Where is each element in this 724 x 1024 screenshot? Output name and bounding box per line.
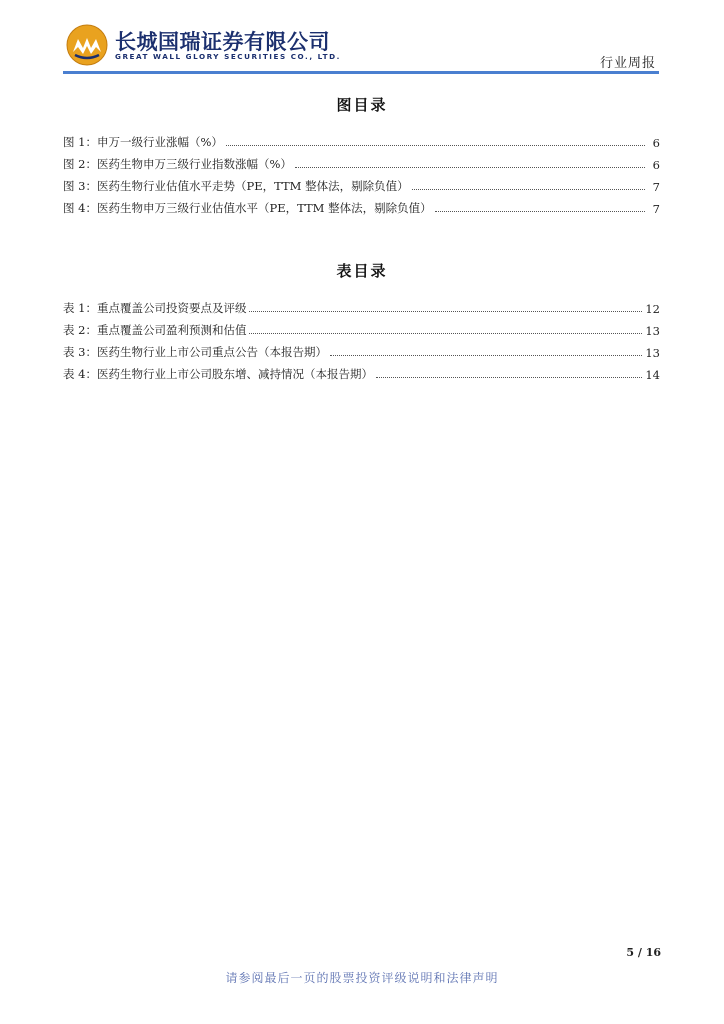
- toc-entry-text: 医药生物申万三级行业估值水平（PE，TTM 整体法，剔除负值）: [96, 201, 432, 215]
- toc-entry-page: 7: [652, 180, 660, 194]
- toc-entry-page: 6: [652, 158, 660, 172]
- tables-toc-title: 表目录: [336, 262, 388, 280]
- toc-entry-text: 医药生物行业上市公司重点公告（本报告期）: [96, 345, 327, 359]
- toc-entry-text: 申万一级行业涨幅（%）: [96, 135, 223, 149]
- toc-entry-label: 表 2：: [63, 323, 97, 337]
- toc-leader-dots: [435, 210, 645, 212]
- company-logo-icon: [66, 24, 108, 66]
- toc-entry-label: 图 4：: [63, 201, 97, 215]
- toc-entry-label: 表 1：: [63, 301, 97, 315]
- page-header: [0, 0, 724, 80]
- toc-leader-dots: [249, 332, 642, 334]
- footer-disclaimer: 请参阅最后一页的股票投资评级说明和法律声明: [225, 971, 499, 985]
- toc-entry-text: 医药生物行业上市公司股东增、减持情况（本报告期）: [96, 367, 373, 381]
- toc-entry-text: 医药生物申万三级行业指数涨幅（%）: [96, 157, 292, 171]
- toc-entry-figure-2[interactable]: [63, 150, 660, 172]
- toc-leader-dots: [412, 188, 645, 190]
- toc-entry-text: 重点覆盖公司投资要点及评级: [96, 301, 247, 315]
- toc-leader-dots: [330, 354, 642, 356]
- toc-entry-label: 图 2：: [63, 157, 97, 171]
- toc-entry-label: 表 4：: [63, 367, 97, 381]
- toc-entry-label: 图 3：: [63, 179, 97, 193]
- toc-entry-table-2[interactable]: [63, 316, 660, 338]
- company-name-en: GREAT WALL GLORY SECURITIES CO., LTD.: [115, 52, 341, 61]
- toc-leader-dots: [376, 376, 642, 378]
- header-divider: [63, 71, 659, 74]
- toc-entry-table-3[interactable]: [63, 338, 660, 360]
- figures-toc-list: [63, 128, 660, 216]
- toc-entry-label: 图 1：: [63, 135, 97, 149]
- toc-entry-page: 13: [645, 346, 660, 360]
- toc-leader-dots: [226, 144, 645, 146]
- toc-entry-label: 表 3：: [63, 345, 97, 359]
- report-type: 行业周报: [599, 56, 656, 71]
- toc-leader-dots: [295, 166, 645, 168]
- toc-entry-page: 12: [645, 302, 660, 316]
- toc-entry-figure-4[interactable]: [63, 194, 660, 216]
- figures-toc-title: 图目录: [336, 96, 388, 114]
- company-name-cn: 长城国瑞证券有限公司: [115, 30, 330, 54]
- tables-toc-list: [63, 294, 660, 382]
- toc-entry-text: 医药生物行业估值水平走势（PE，TTM 整体法，剔除负值）: [96, 179, 409, 193]
- toc-entry-page: 14: [645, 368, 660, 382]
- toc-entry-page: 7: [652, 202, 660, 216]
- toc-entry-figure-3[interactable]: [63, 172, 660, 194]
- toc-entry-table-4[interactable]: [63, 360, 660, 382]
- toc-entry-table-1[interactable]: [63, 294, 660, 316]
- toc-leader-dots: [249, 310, 642, 312]
- toc-entry-text: 重点覆盖公司盈利预测和估值: [96, 323, 247, 337]
- toc-entry-page: 6: [652, 136, 660, 150]
- toc-entry-page: 13: [645, 324, 660, 338]
- toc-entry-figure-1[interactable]: [63, 128, 660, 150]
- page-number: 5 / 16: [626, 946, 661, 959]
